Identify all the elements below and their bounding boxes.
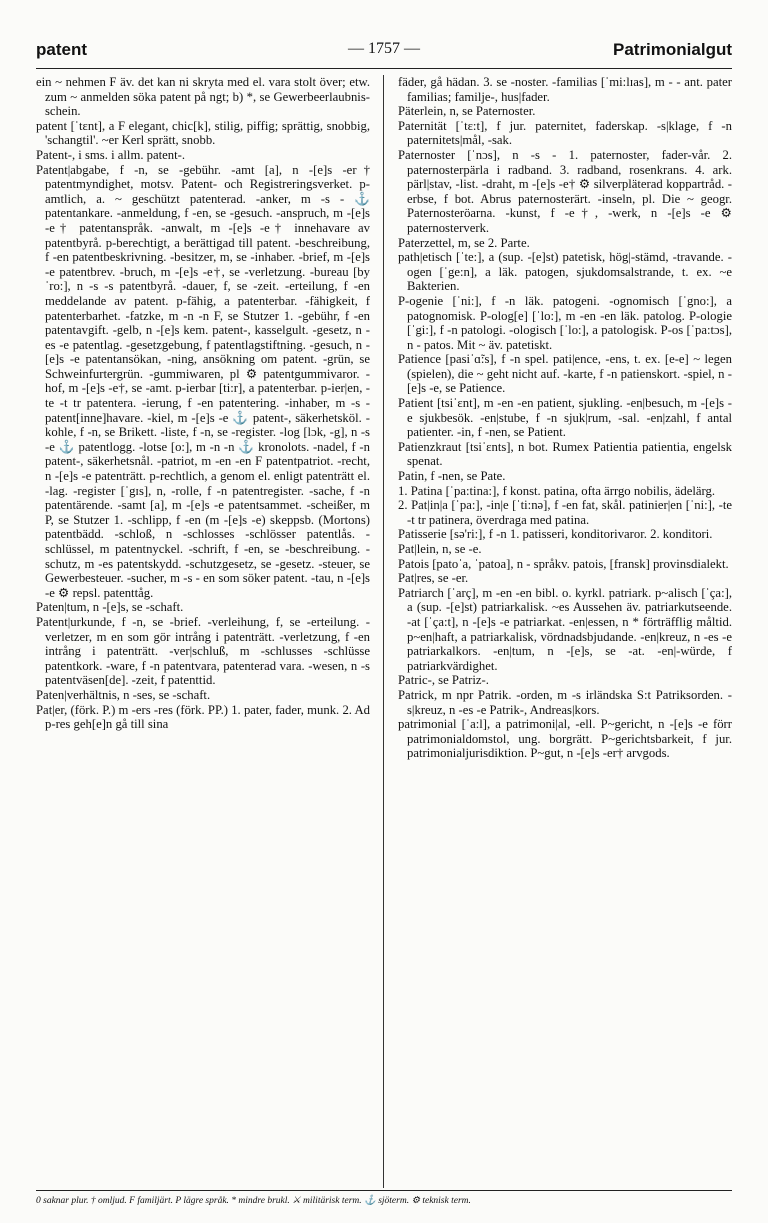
entry-block: Patent-, i sms. i allm. patent-. [36,147,186,162]
left-column [36,75,370,1188]
entry-block: Paten|verhältnis, n -ses, se -schaft. [36,687,211,702]
entry-block: Paternoster [ˈnɔs], n -s - 1. paternoster, fader-vår. 2. paternosterpärla i radband. 3. radband, rosenkrans. 4. ark. pärl|stav, -list. -draht, m -[e]s -e† ⚙ silverpläterad koppartråd. -erbse, f bot. Abrus paternosterärt. -inseln, pl. Die ~ geogr. Paternosteröarna. -kunst, f -e†, -werk, n -[e]s -e ⚙ paternosterverk. [398,147,732,235]
header-right-word: Patrimonialgut [612,40,732,59]
entry-block: P-ogenie [ˈni:], f -n läk. patogeni. -ognomisch [ˈgno:], a patognomisk. P-olog[e] [ˈlo:], m -en -en läk. patolog. P-ologie [ˈgi:], f -n patologi. -ologisch [ˈlo:], a patologisk. P-os [ˈpa:tɔs], n - patos. Mit ~ äv. patetiskt. [398,293,732,352]
entry-block: 2. Pat|in|a [ˈpa:], -in|e [ˈti:nə], f -en fat, skål. patinier|en [ˈni:], -te -t tr patinera, överdraga med patina. [398,498,732,527]
entry-block: Patient [tsiˈɛnt], m -en -en patient, sjukling. -en|besuch, m -[e]s -e sjukbesök. -en|stube, f -n sjuk|rum, -sal. -en|zahl, f antal patienter. -in, f -nen, se Patient. [398,396,732,440]
entry-block: fäder, gå hädan. 3. se -noster. -familias [ˈmi:lɪas], m - - ant. pater familias; familje-, hus|fader. [398,75,732,104]
abbreviation-legend: 0 saknar plur. † omljud. F familjärt. P lägre språk. * mindre brukl. ⚔ militärisk term. ⚓ sjöterm. ⚙ teknisk term. [36,1190,732,1206]
entry-block: 1. Patina [ˈpa:tina:], f konst. patina, ofta ärrgo nobilis, ädelärg. [398,483,715,498]
entry-block: Patriarch [ˈarç], m -en -en bibl. o. kyrkl. patriark. p~alisch [ˈça:], a (sup. -[e]st) patriarkalisk. ~es Aussehen äv. patriarkutseende. -at [ˈça:t], n -[e]s -e patriarkat. -en|essen, n * förträfflig måltid. p~en|haft, a patriarkalisk, vördnadsbjudande. -en|kreuz, n -es -e patriarkalkors. -en|tum, n -[e]s, se -at. -en|-würde, f patriarkvärdighet. [398,585,732,673]
columns [36,75,732,1188]
entry-block: Paternität [ˈtɛ:t], f jur. paternitet, faderskap. -s|klage, f -n paternitets|mål, -sak. [398,118,732,148]
page-number: — 1757 — [348,40,420,57]
entry-block: Patois [patoˈa, ˈpatoa], n - språkv. patois, [fransk] provinsdialekt. [398,556,729,571]
entry-block: Pat|res, se -er. [398,571,469,586]
entry-block: Patisserie [sə'ri:], f -n 1. patisseri, konditorivaror. 2. konditori. [398,527,713,542]
right-column [398,75,732,1188]
header-left-word: patent [36,40,87,59]
entry-block: Patin, f -nen, se Pate. [398,469,506,484]
entry-block: Patent|urkunde, f -n, se -brief. -verleihung, f, se -erteilung. -verletzer, m en som gör intrång i patenträtt. -verletzung, f -en intrång i patenträtt. -ver|schluß, m -schlusses -schlüsse patentkork. -ware, f -n patentvara, patenterad vara. -wesen, n -s patentväsen[de]. -zeit, f patenttid. [36,614,370,688]
entry-block: path|etisch [ˈte:], a (sup. -[e]st) patetisk, hög|-stämd, -travande. -ogen [ˈge:n], a läk. patogen, sjukdomsalstrande, t. ex. ~e Bakterien. [398,250,732,294]
entry-block: Pat|er, (förk. P.) m -ers -res (förk. PP.) 1. pater, fader, munk. 2. Ad p-res geh[e]n gå till sina [36,702,370,732]
page-header [36,32,732,69]
column-divider [383,75,384,1188]
entry-block: Patrick, m npr Patrik. -orden, m -s irländska S:t Patriksorden. -s|kreuz, n -es -e Patrik-, Andreas|kors. [398,687,732,717]
entry-block: Patience [pasiˈɑ̃:s], f -n spel. pati|ence, -ens, t. ex. [e-e] ~ legen (spielen), die ~ geht nicht auf. -karte, f -n patienskort. -spiel, n -[e]s -e, se Patience. [398,352,732,396]
entry-block: ein ~ nehmen F äv. det kan ni skryta med el. vara stolt över; etw. zum ~ anmelden söka patent på ngt; b) *, se Gewerbeerlaubnis-schein. [36,75,370,119]
entry-block: Patric-, se Patriz-. [398,673,489,688]
entry-block: Patent|abgabe, f -n, se -gebühr. -amt [a], n -[e]s -er† patentmyndighet, motsv. Patent- och Registreringsverket. p-amtlich, a. ~ geschützt patenterad. -anker, m -s - ⚓ patentankare. -anmeldung, f -en, se -gesuch. -anspruch, m -[e]s -e† patentanspråk. -anwalt, m -[e]s -e† innehavare av patentbyrå. p-berechtigt, a berättigad till patent. -beschreibung, f -en patentbeskrivning. -besitzer, m, se -inhaber. -brief, m -[e]s -e patentbrev. -bruch, m -[e]s -e†, se -verletzung. -bureau [byˈro:], n -s -s patentbyrå. -dauer, f, se -zeit. -erteilung, f -en meddelande av patent. p-fähig, a patenterbar. -fähigkeit, f patenterbarhet. -fatzke, m -n -n F, se Stutzer 1. -gebühr, f -en patentavgift. -gelb, n -[e]s kem. patent-, kasselgult. -gesetz, n -es -e patentlag. -gesetzgebung, f patentlagstiftning. -gesuch, n -[e]s -e patentansökan, -ning, ansökning om patent. -grün, se Schweinfurtergrün. -gummiwaren, pl ⚙ patentgummivaror. -hof, m -[e]s -e†, se -amt. p-ierbar [ti:r], a patenterbar. p-ier|en, -te -t tr patentera. -ierung, f -en patentering. -inhaber, m -s - patent[inne]havare. -kiel, m -[e]s -e ⚓ patent-, säkerhetsköl. -kohle, f -n, se Brikett. -liste, f -n, se -register. -log [lɔk, -g], n -s -e ⚓ patentlogg. -lotse [o:], m -n -n ⚓ kronolots. -nadel, f -n patent-, säkerhetsnål. -patriot, m -en -en F patentpatriot. -recht, n -[e]s -e patenträtt. p-rechtlich, a genom el. enligt patenträtt el. -lag. -register [ˈgɪs], n, -rolle, f -n patentregister. -sache, f -n patentärende. -samt [a], m -[e]s -e patentsammet. -scheißer, m P, se Stutzer 1. -schlipp, f -en (m -[e]s -e) skeppsb. (Mortons) patentbädd. -schloß, n -schlosses -schlösser patentlås. -schlüssel, m patentnyckel. -schrift, f -en, se -beschreibung. -schutz, m -es patentskydd. -schutzgesetz, se -gesetz. -steuer, se Gewerbesteuer. -sucher, m -s - en som söker patent. -tau, n -[e]s -e ⚙ repsl. patenttåg. [36,162,370,600]
entry-block: Paten|tum, n -[e]s, se -schaft. [36,600,184,615]
entry-block: Patienzkraut [tsiˈɛnts], n bot. Rumex Patientia patientia, engelsk spenat. [398,439,732,469]
entry-block: Pat|lein, n, se -e. [398,542,482,556]
entry-block: Päterlein, n, se Paternoster. [398,104,536,119]
entry-block: patrimonial [ˈa:l], a patrimoni|al, -ell. P~gericht, n -[e]s -e förr patrimonialdomstol, ung. borgrätt. P~gerichtsbarkeit, f jur. patrimonialjurisdiktion. P~gut, n -[e]s -er† arvgods. [398,717,732,761]
entry-block: Paterzettel, m, se 2. Parte. [398,235,530,250]
entry-block: patent [ˈtɛnt], a F elegant, chic[k], stilig, piffig; sprättig, snobbig, 'schangtil'. ~er Kerl sprätt, snobb. [36,118,370,148]
